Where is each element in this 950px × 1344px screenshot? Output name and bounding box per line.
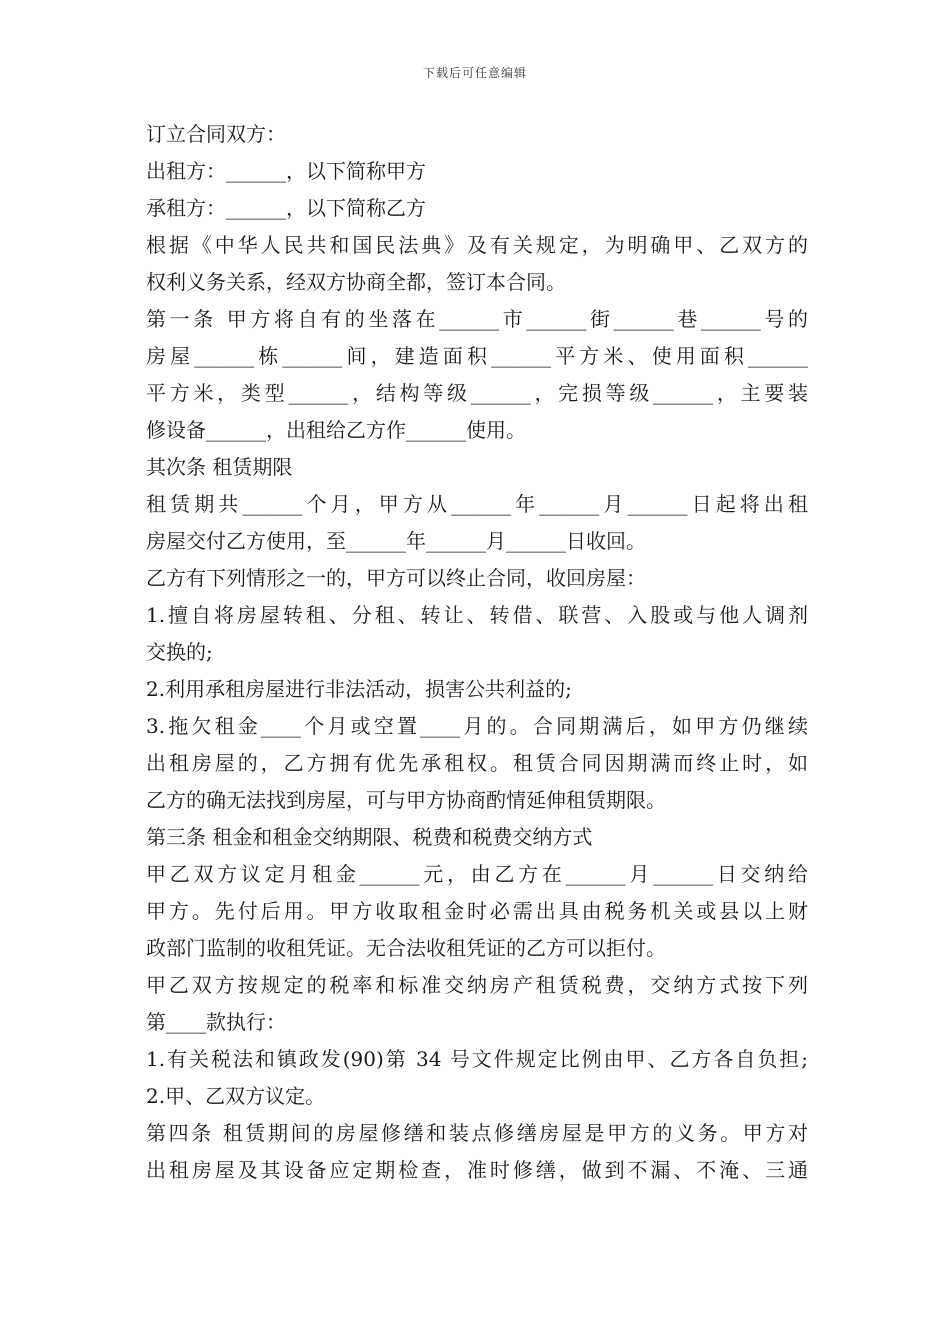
text-line: 3.拖欠租金____个月或空置____月的。合同期满后，如甲方仍继续 [146, 714, 808, 738]
text-line: 其次条 租赁期限 [146, 455, 293, 479]
paragraph-lines [146, 116, 808, 1189]
text-line: 租赁期共______个月，甲方从______年______月______日起将出租 [146, 492, 808, 516]
text-line: 甲乙双方按规定的税率和标准交纳房产租赁税费，交纳方式按下列 [146, 973, 808, 997]
text-line: 2.利用承租房屋进行非法活动，损害公共利益的; [146, 677, 572, 701]
text-line: 甲方。先付后用。甲方收取租金时必需出具由税务机关或县以上财 [146, 899, 808, 923]
text-line: 根据《中华人民共和国民法典》及有关规定，为明确甲、乙双方的 [146, 233, 808, 257]
text-line: 修设备______，出租给乙方作______使用。 [146, 418, 526, 442]
text-line: 承租方：______，以下简称乙方 [146, 196, 426, 220]
text-line: 房屋交付乙方使用，至______年______月______日收回。 [146, 529, 646, 553]
text-line: 权利义务关系，经双方协商全都，签订本合同。 [146, 270, 566, 294]
text-line: 房屋______栋______间，建造面积______平方米、使用面积______ [146, 344, 808, 368]
text-line: 第三条 租金和租金交纳期限、税费和税费交纳方式 [146, 825, 593, 849]
text-line: 甲乙双方议定月租金______元，由乙方在______月______日交纳给 [146, 862, 808, 886]
document-body [146, 116, 808, 1189]
text-line: 订立合同双方： [146, 122, 286, 146]
text-line: 平方米，类型______，结构等级______，完损等级______，主要装 [146, 381, 808, 405]
text-line: 第____款执行： [146, 1010, 286, 1034]
page-header: 下载后可任意编辑 [422, 66, 527, 80]
text-line: 出租房屋及其设备应定期检查，准时修缮，做到不漏、不淹、三通 [146, 1158, 808, 1182]
text-line: 1.有关税法和镇政发(90)第 34 号文件规定比例由甲、乙方各自负担; [146, 1047, 808, 1071]
text-line: 政部门监制的收租凭证。无合法收租凭证的乙方可以拒付。 [146, 936, 666, 960]
text-line: 交换的; [146, 640, 213, 664]
text-line: 第四条 租赁期间的房屋修缮和装点修缮房屋是甲方的义务。甲方对 [146, 1121, 808, 1145]
text-line: 乙方有下列情形之一的，甲方可以终止合同，收回房屋： [146, 566, 646, 590]
text-line: 第一条 甲方将自有的坐落在______市______街______巷______号的 [146, 307, 808, 331]
text-line: 乙方的确无法找到房屋，可与甲方协商酌情延伸租赁期限。 [146, 788, 666, 812]
text-line: 出租房屋的，乙方拥有优先承租权。租赁合同因期满而终止时，如 [146, 751, 808, 775]
text-line: 2.甲、乙双方议定。 [146, 1084, 326, 1108]
text-line: 1.擅自将房屋转租、分租、转让、转借、联营、入股或与他人调剂 [146, 603, 808, 627]
text-line: 出租方：______，以下简称甲方 [146, 159, 426, 183]
